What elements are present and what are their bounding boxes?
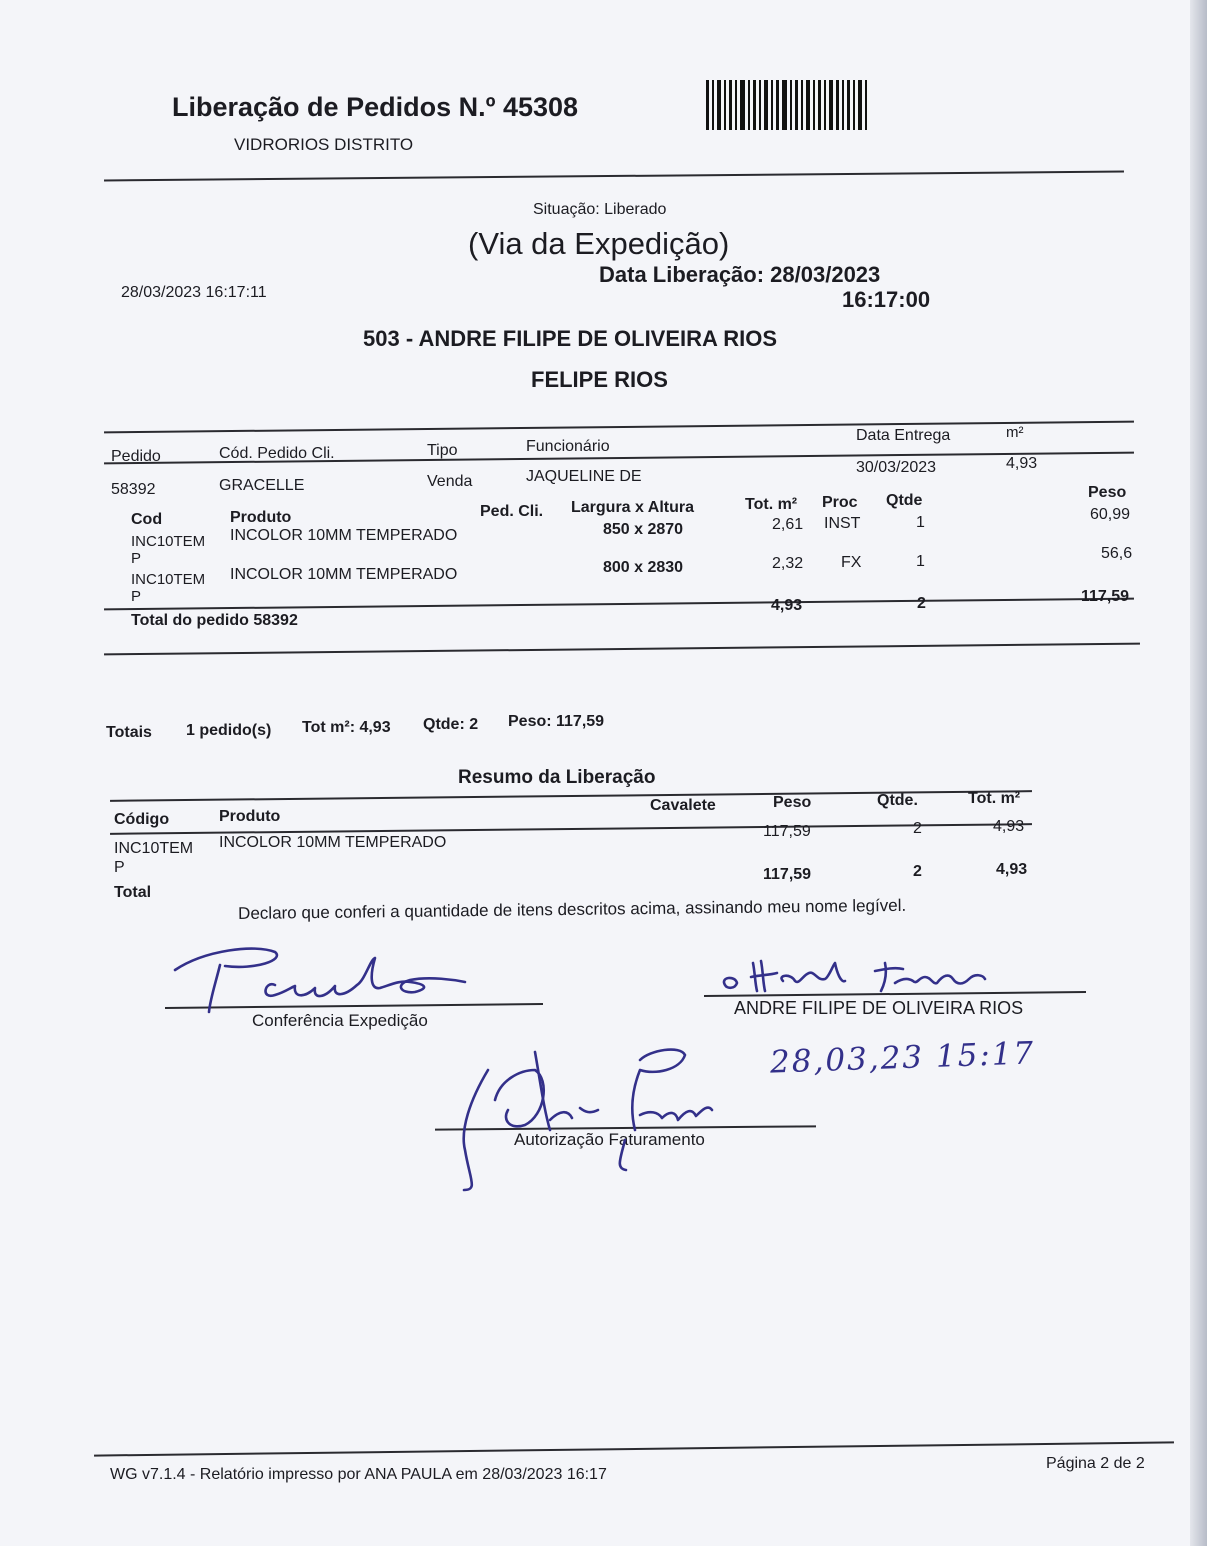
order-funcionario: JAQUELINE DE — [526, 468, 642, 485]
client-signature-label: ANDRE FILIPE DE OLIVEIRA RIOS — [734, 998, 1024, 1018]
paper-edge — [1190, 0, 1207, 1546]
resumo-col-codigo: Código — [114, 811, 170, 828]
item-col-qtde: Qtde — [886, 492, 923, 509]
resumo-col-cavalete: Cavalete — [650, 797, 716, 814]
via-label: (Via da Expedição) — [468, 226, 730, 261]
item-col-tot-m2: Tot. m² — [745, 496, 798, 513]
totals-label: Totais — [106, 724, 152, 741]
item-tot-m2: 2,61 — [772, 516, 804, 533]
resumo-col-peso: Peso — [773, 794, 812, 811]
order-m2: 4,93 — [1006, 455, 1038, 472]
order-total-qtde: 2 — [917, 595, 926, 612]
data-liberacao-time: 16:17:00 — [842, 287, 931, 312]
totals-qtde: Qtde: 2 — [423, 716, 479, 733]
item-proc: INST — [824, 515, 861, 532]
resumo-peso: 117,59 — [763, 823, 811, 840]
item-proc: FX — [841, 554, 862, 571]
totals-peso: Peso: 117,59 — [508, 713, 605, 730]
item-col-ped-cli: Ped. Cli. — [480, 503, 544, 520]
col-tipo: Tipo — [427, 442, 458, 459]
handwritten-date: 28,03,23 15:17 — [769, 1035, 1036, 1081]
data-liberacao: Data Liberação: 28/03/2023 — [599, 262, 881, 287]
resumo-col-tot-m2: Tot. m² — [968, 790, 1021, 807]
resumo-col-qtde: Qtde. — [877, 792, 918, 809]
resumo-total-peso: 117,59 — [763, 866, 812, 883]
resumo-total-label: Total — [114, 884, 152, 901]
order-pedido: 58392 — [111, 481, 156, 498]
signature-paula-drawing — [165, 940, 495, 1020]
resumo-codigo-suffix: P — [114, 859, 125, 876]
order-data-entrega: 30/03/2023 — [856, 459, 937, 476]
col-cod-pedido-cli: Cód. Pedido Cli. — [219, 445, 335, 462]
item-cod: INC10TEM — [131, 571, 206, 588]
col-pedido: Pedido — [111, 448, 161, 465]
company-name: VIDRORIOS DISTRITO — [234, 135, 414, 154]
signature-ana-paula-drawing — [440, 1040, 740, 1200]
resumo-total-tot-m2: 4,93 — [996, 861, 1028, 878]
item-peso: 60,99 — [1090, 506, 1131, 523]
item-col-proc: Proc — [822, 494, 858, 511]
item-cod-suffix: P — [131, 588, 142, 605]
order-total-rule — [104, 598, 1134, 610]
resumo-produto: INCOLOR 10MM TEMPERADO — [219, 834, 447, 851]
item-cod-suffix: P — [131, 550, 142, 567]
item-cod: INC10TEM — [131, 533, 206, 550]
col-data-entrega: Data Entrega — [856, 427, 951, 444]
footer-page-number: Página 2 de 2 — [1046, 1455, 1145, 1472]
resumo-codigo: INC10TEM — [114, 840, 194, 857]
item-dims: 850 x 2870 — [603, 521, 684, 538]
item-col-dims: Largura x Altura — [571, 499, 694, 516]
signature-client-drawing — [705, 955, 995, 1000]
conferencia-label: Conferência Expedição — [252, 1011, 428, 1030]
order-cod-pedido-cli: GRACELLE — [219, 477, 305, 494]
item-col-cod: Cod — [131, 511, 163, 528]
resumo-tot-m2: 4,93 — [993, 818, 1025, 835]
order-top-rule — [104, 421, 1134, 433]
totals-pedidos: 1 pedido(s) — [186, 722, 272, 739]
order-total-label: Total do pedido 58392 — [131, 612, 298, 629]
footer-rule — [94, 1441, 1174, 1456]
item-peso: 56,6 — [1101, 545, 1133, 562]
col-funcionario: Funcionário — [526, 438, 610, 455]
resumo-title: Resumo da Liberação — [458, 767, 656, 788]
document-title: Liberação de Pedidos N.º 45308 — [172, 92, 579, 122]
item-dims: 800 x 2830 — [603, 559, 684, 576]
barcode-icon — [706, 80, 886, 130]
situacao-label: Situação: Liberado — [533, 201, 667, 218]
col-m2: m² — [1006, 424, 1024, 441]
resumo-total-qtde: 2 — [913, 863, 922, 880]
item-col-peso: Peso — [1088, 484, 1127, 501]
item-qtde: 1 — [916, 553, 925, 570]
footer-report: WG v7.1.4 - Relatório impresso por ANA PAULA em 28/03/2023 16:17 — [110, 1466, 607, 1483]
order-bottom-rule — [104, 643, 1140, 656]
item-tot-m2: 2,32 — [772, 555, 804, 572]
print-datetime: 28/03/2023 16:17:11 — [121, 284, 267, 301]
resumo-qtde: 2 — [913, 820, 922, 837]
totals-m2: Tot m²: 4,93 — [302, 719, 391, 736]
item-col-produto: Produto — [230, 509, 292, 526]
declaration-text: Declaro que conferi a quantidade de itens descritos acima, assinando meu nome legível. — [238, 895, 907, 923]
autorizacao-label: Autorização Faturamento — [514, 1130, 705, 1149]
order-total-m2: 4,93 — [771, 597, 803, 614]
client-line: 503 - ANDRE FILIPE DE OLIVEIRA RIOS — [363, 326, 777, 351]
resumo-col-produto: Produto — [219, 808, 281, 825]
order-total-peso: 117,59 — [1081, 588, 1130, 605]
item-qtde: 1 — [916, 514, 925, 531]
header-divider — [104, 171, 1124, 182]
order-tipo: Venda — [427, 473, 473, 490]
client-name: FELIPE RIOS — [531, 367, 668, 392]
item-produto: INCOLOR 10MM TEMPERADO — [230, 527, 458, 544]
item-produto: INCOLOR 10MM TEMPERADO — [230, 566, 458, 583]
